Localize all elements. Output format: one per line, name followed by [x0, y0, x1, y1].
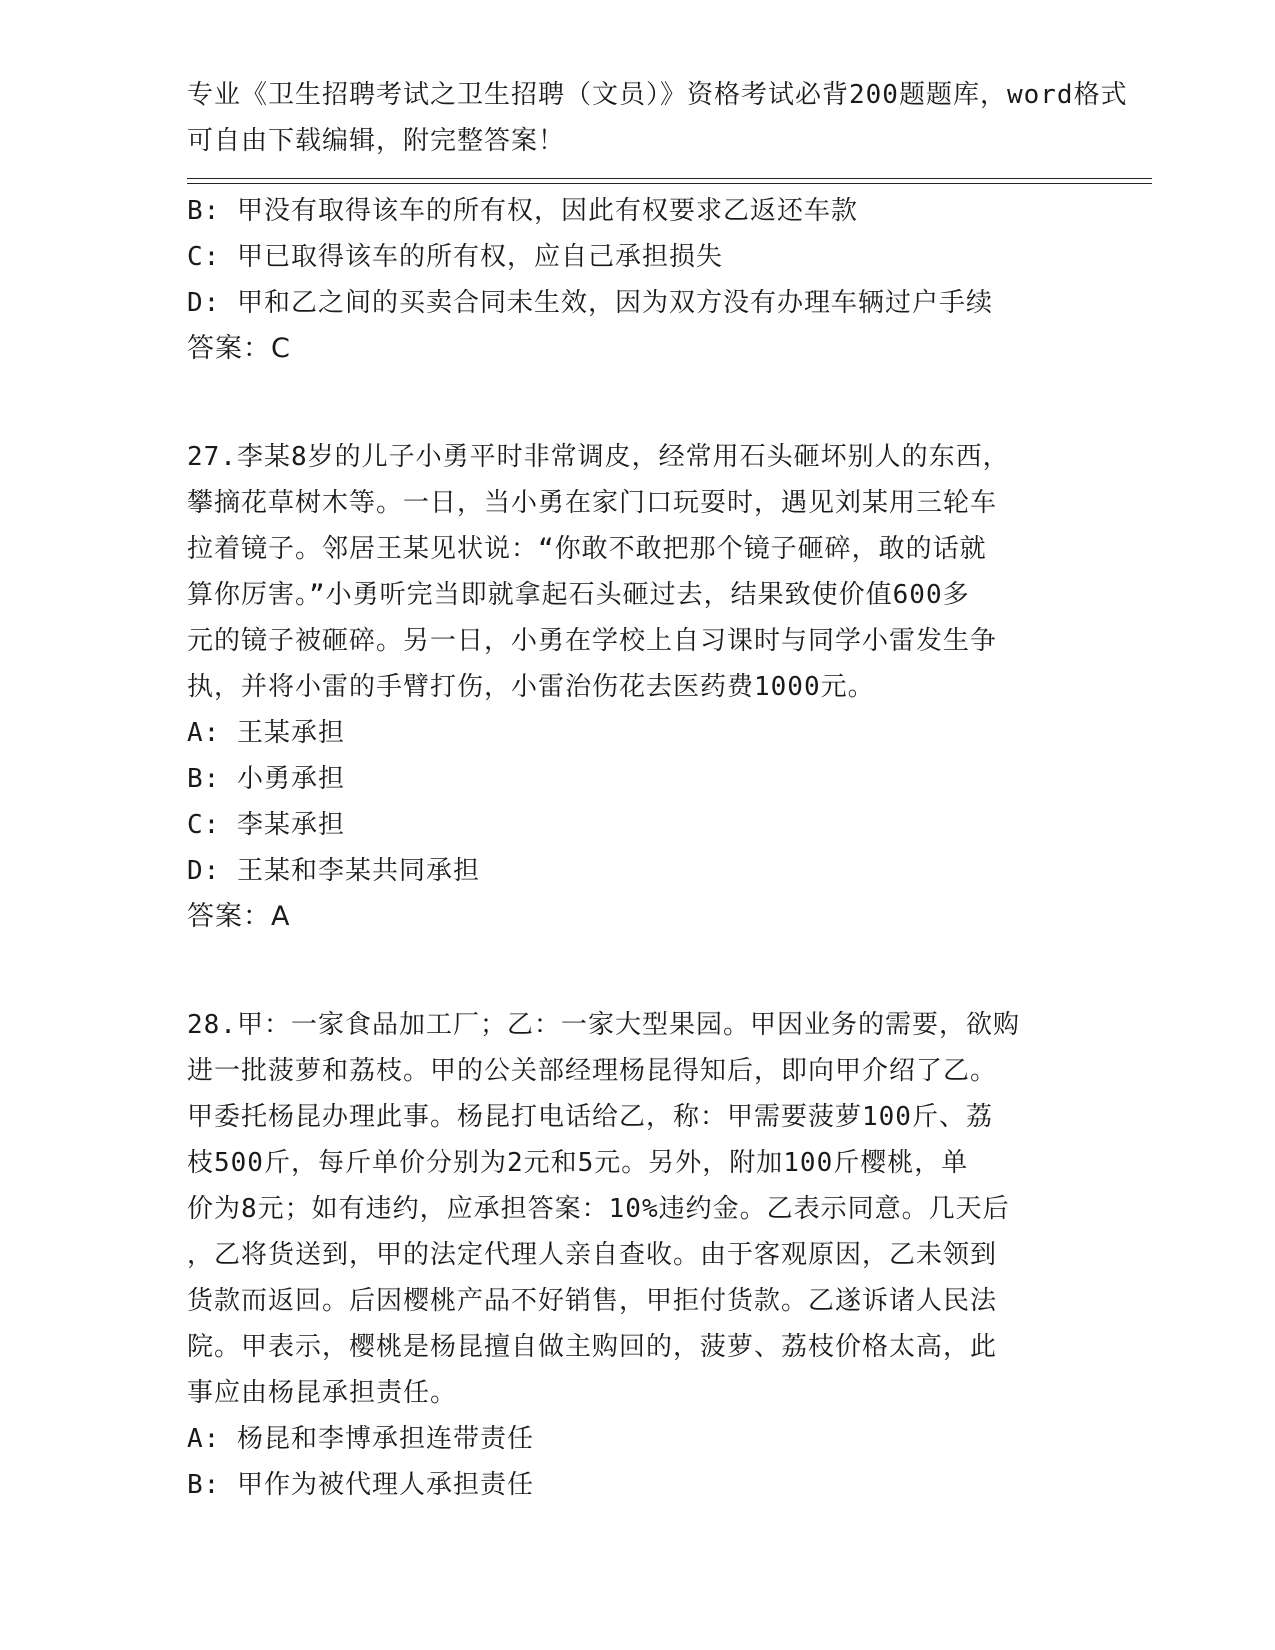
- question-stem-line: 元的镜子被砸碎。另一日，小勇在学校上自习课时与同学小雷发生争: [187, 626, 998, 656]
- question-stem-line: ，乙将货送到，甲的法定代理人亲自查收。由于客观原因，乙未领到: [187, 1240, 998, 1270]
- header-rule: [187, 183, 1152, 184]
- question-stem-line: 算你厉害。”小勇听完当即就拿起石头砸过去，结果致使价值600多: [187, 580, 970, 610]
- question-stem-line: 攀摘花草树木等。一日，当小勇在家门口玩耍时，遇见刘某用三轮车: [187, 488, 998, 518]
- question-stem-line: 院。甲表示，樱桃是杨昆擅自做主购回的，菠萝、荔枝价格太高，此: [187, 1332, 998, 1362]
- question-stem-line: 进一批菠萝和荔枝。甲的公关部经理杨昆得知后，即向甲介绍了乙。: [187, 1056, 998, 1086]
- question-28: [187, 1002, 1087, 1508]
- question-stem-line: 27.李某8岁的儿子小勇平时非常调皮，经常用石头砸坏别人的东西，: [187, 442, 1010, 472]
- option-a: A: 王某承担: [187, 718, 345, 748]
- question-stem-line: 28.甲：一家食品加工厂；乙：一家大型果园。甲因业务的需要，欲购: [187, 1010, 1020, 1040]
- question-stem-line: 事应由杨昆承担责任。: [187, 1378, 458, 1408]
- option-d: D: 王某和李某共同承担: [187, 856, 480, 886]
- document-body: [187, 188, 1087, 1508]
- question-stem-line: 枝500斤，每斤单价分别为2元和5元。另外，附加100斤樱桃，单: [187, 1148, 969, 1178]
- question-27: [187, 434, 1087, 940]
- option-b: B: 甲没有取得该车的所有权，因此有权要求乙返还车款: [187, 196, 858, 226]
- option-b: B: 小勇承担: [187, 764, 345, 794]
- question-stem-line: 甲委托杨昆办理此事。杨昆打电话给乙，称：甲需要菠萝100斤、荔: [187, 1102, 993, 1132]
- question-26: [187, 188, 1087, 372]
- option-b: B: 甲作为被代理人承担责任: [187, 1470, 534, 1500]
- answer-label: 答案：C: [187, 333, 291, 364]
- header-rule: [187, 178, 1152, 179]
- option-c: C: 甲已取得该车的所有权，应自己承担损失: [187, 242, 723, 272]
- header-line: 专业《卫生招聘考试之卫生招聘（文员）》资格考试必背200题题库，word格式: [187, 80, 1128, 110]
- question-stem-line: 货款而返回。后因樱桃产品不好销售，甲拒付货款。乙遂诉诸人民法: [187, 1286, 998, 1316]
- option-d: D: 甲和乙之间的买卖合同未生效，因为双方没有办理车辆过户手续: [187, 288, 993, 318]
- header-line: 可自由下载编辑，附完整答案！: [187, 126, 566, 156]
- option-c: C: 李某承担: [187, 810, 345, 840]
- answer-label: 答案：A: [187, 901, 291, 932]
- question-stem-line: 拉着镜子。邻居王某见状说：“你敢不敢把那个镜子砸碎，敢的话就: [187, 534, 987, 564]
- question-stem-line: 价为8元；如有违约，应承担答案：10%违约金。乙表示同意。几天后: [187, 1194, 1010, 1224]
- question-stem-line: 执，并将小雷的手臂打伤，小雷治伤花去医药费1000元。: [187, 672, 875, 702]
- document-header: [187, 72, 1128, 164]
- option-a: A: 杨昆和李博承担连带责任: [187, 1424, 534, 1454]
